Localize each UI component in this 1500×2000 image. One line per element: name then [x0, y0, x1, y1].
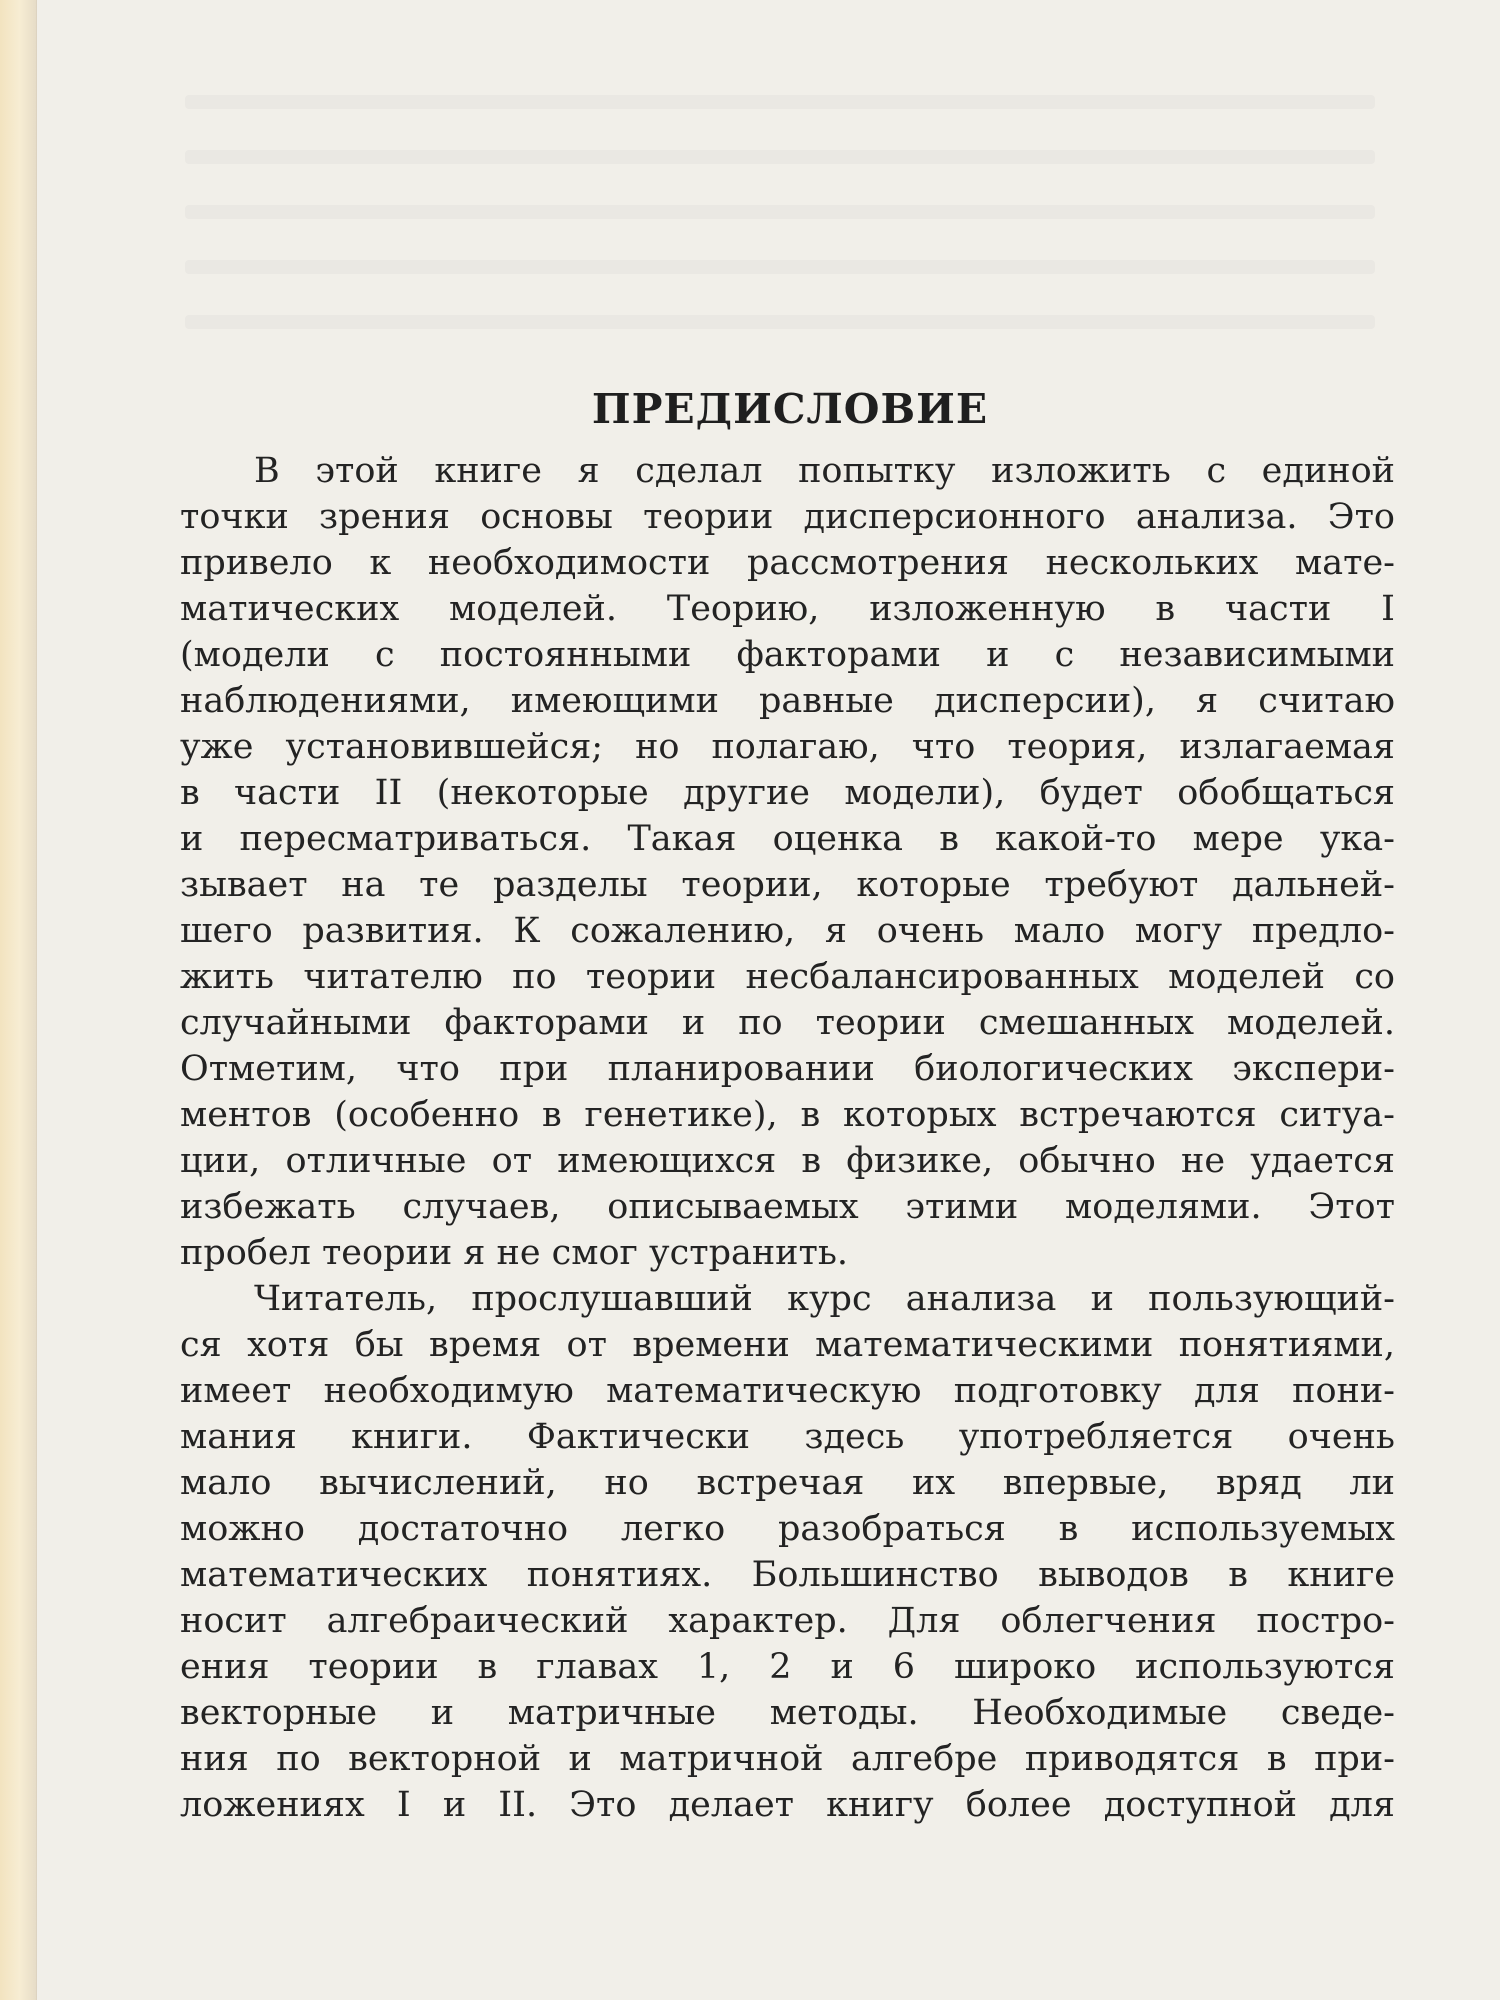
paragraph: [180, 448, 1395, 1276]
bleed-through-line: [185, 260, 1375, 274]
text-line: случайными факторами и по теории смешанных моделей.: [180, 1003, 1395, 1043]
page-title: ПРЕДИСЛОВИЕ: [591, 385, 989, 433]
text-line: зывает на те разделы теории, которые требуют дальней-: [180, 865, 1395, 905]
text-line: Отметим, что при планировании биологических экспери-: [180, 1049, 1395, 1089]
text-line: математических понятиях. Большинство выводов в книге: [180, 1555, 1395, 1595]
book-gutter-edge: [0, 0, 37, 2000]
text-line: ния по векторной и матричной алгебре приводятся в при-: [180, 1739, 1395, 1779]
text-line: имеет необходимую математическую подготовку для пони-: [180, 1371, 1395, 1411]
bleed-through-line: [185, 315, 1375, 329]
text-line: наблюдениями, имеющими равные дисперсии), я считаю: [180, 681, 1395, 721]
bleed-through-line: [185, 95, 1375, 109]
text-line: пробел теории я не смог устранить.: [180, 1233, 849, 1273]
text-line: мало вычислений, но встречая их впервые, вряд ли: [180, 1463, 1395, 1503]
text-line: жить читателю по теории несбалансированных моделей со: [180, 957, 1395, 997]
text-line: и пересматриваться. Такая оценка в какой-то мере ука-: [180, 819, 1395, 859]
text-line: (модели с постоянными факторами и с независимыми: [180, 635, 1395, 675]
text-line: ения теории в главах 1, 2 и 6 широко используются: [180, 1647, 1395, 1687]
text-line: мания книги. Фактически здесь употребляется очень: [180, 1417, 1395, 1457]
bleed-through-line: [185, 205, 1375, 219]
text-line: ложениях I и II. Это делает книгу более доступной для: [180, 1785, 1395, 1825]
text-line: ся хотя бы время от времени математическими понятиями,: [180, 1325, 1395, 1365]
body-text: [180, 448, 1395, 1828]
text-line: матических моделей. Теорию, изложенную в части I: [180, 589, 1395, 629]
text-line: носит алгебраический характер. Для облегчения постро-: [180, 1601, 1395, 1641]
text-line: шего развития. К сожалению, я очень мало могу предло-: [180, 911, 1395, 951]
text-line: В этой книге я сделал попытку изложить с единой: [254, 451, 1395, 491]
text-line: точки зрения основы теории дисперсионного анализа. Это: [180, 497, 1395, 537]
text-line: уже установившейся; но полагаю, что теория, излагаемая: [180, 727, 1395, 767]
text-line: ции, отличные от имеющихся в физике, обычно не удается: [180, 1141, 1395, 1181]
book-page: [180, 385, 1400, 1895]
text-line: можно достаточно легко разобраться в используемых: [180, 1509, 1395, 1549]
bleed-through-line: [185, 150, 1375, 164]
paragraph: [180, 1276, 1395, 1828]
text-line: избежать случаев, описываемых этими моделями. Этот: [180, 1187, 1395, 1227]
text-line: в части II (некоторые другие модели), будет обобщаться: [180, 773, 1395, 813]
text-line: ментов (особенно в генетике), в которых встречаются ситуа-: [180, 1095, 1395, 1135]
text-line: векторные и матричные методы. Необходимые сведе-: [180, 1693, 1395, 1733]
text-line: Читатель, прослушавший курс анализа и пользующий-: [254, 1279, 1395, 1319]
text-line: привело к необходимости рассмотрения нескольких мате-: [180, 543, 1395, 583]
